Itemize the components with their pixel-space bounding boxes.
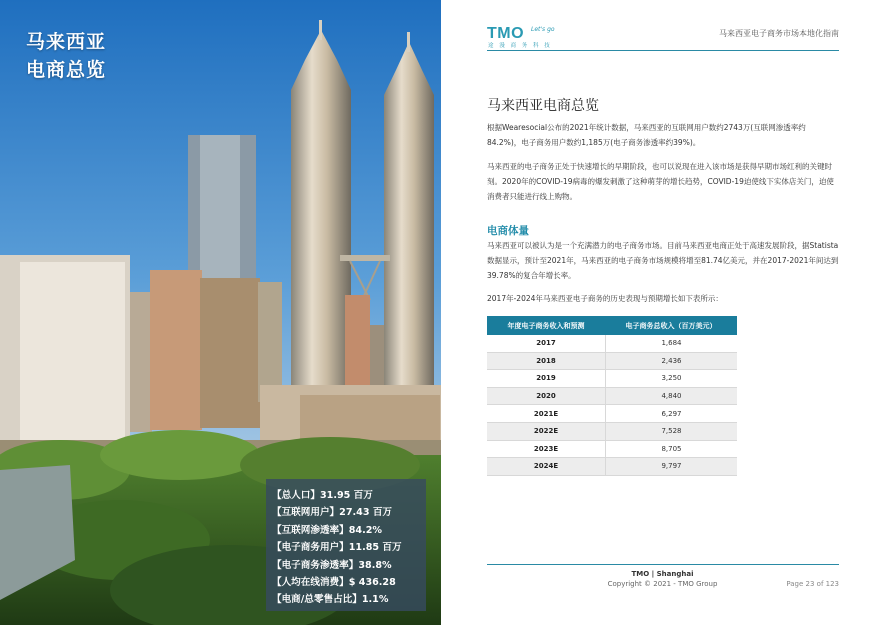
stat-internet-users: 【互联网用户】27.43 百万	[272, 507, 393, 519]
cover-title-line1: 马来西亚	[26, 31, 107, 53]
table-intro: 2017年-2024年马来西亚电子商务的历史表现与预期增长如下表所示：	[487, 294, 723, 303]
table-cell-revenue: 3,250	[605, 370, 737, 387]
logo-wordmark: TMO	[487, 25, 525, 42]
table-cell-year: 2024E	[487, 458, 605, 475]
table-cell-revenue: 9,797	[605, 458, 737, 475]
table-row	[487, 370, 737, 388]
table-row	[487, 405, 737, 423]
footer-copyright: Copyright © 2021 - TMO Group	[607, 580, 718, 588]
table-body	[487, 335, 737, 476]
stat-ecommerce-retail-share: 【电商/总零售占比】1.1%	[272, 594, 389, 606]
table-cell-revenue: 2,436	[605, 353, 737, 370]
table-cell-revenue: 7,528	[605, 423, 737, 440]
footer-divider	[487, 564, 839, 565]
stat-ecommerce-penetration: 【电子商务渗透率】38.8%	[272, 559, 392, 571]
revenue-table	[487, 316, 737, 476]
table-cell-revenue: 1,684	[605, 335, 737, 352]
table-row	[487, 441, 737, 459]
table-cell-revenue: 6,297	[605, 405, 737, 422]
table-cell-year: 2018	[487, 353, 605, 370]
logo-subtitle: 途 漫 商 务 科 技	[488, 43, 552, 49]
header-divider	[487, 50, 839, 51]
table-cell-year: 2019	[536, 374, 556, 383]
table-cell-year: 2020	[487, 388, 605, 405]
table-cell-year: 2023E	[533, 444, 559, 453]
page-number: Page 23 of 123	[786, 580, 839, 588]
tmo-logo	[487, 25, 559, 49]
paragraph-market-size: 马来西亚可以被认为是一个充满潜力的电子商务市场。目前马来西亚电商正处于高速发展阶段，据Statista数据显示，预计至2021年，马来西亚的电子商务市场规模将增至81.74亿美元，并在2017-2021年间达到39.78%的复合年增长率。	[487, 241, 839, 280]
page-heading: 马来西亚电商总览	[487, 98, 599, 114]
stat-internet-penetration: 【互联网渗透率】84.2%	[272, 524, 383, 536]
stat-population: 【总人口】31.95 百万	[272, 490, 373, 501]
footer-brand: TMO | Shanghai	[631, 570, 694, 578]
section-heading-ecommerce-volume: 电商体量	[487, 225, 529, 237]
table-row	[487, 353, 737, 371]
cover-photo-page	[0, 0, 441, 625]
table-row	[487, 335, 737, 353]
table-header-revenue: 电子商务总收入（百万美元）	[625, 321, 717, 330]
table-row	[487, 458, 737, 476]
paragraph-market-stage: 马来西亚的电子商务正处于快速增长的早期阶段，也可以说现在进入该市场是获得早期市场红利的关键时刻。2020年的COVID-19病毒的爆发刺激了这种萌芽的增长趋势，COVID-19迫使线下实体店关门，迫使消费者只能进行线上购物。	[487, 162, 834, 201]
key-stats-box	[266, 479, 426, 611]
table-cell-revenue: 4,840	[605, 388, 737, 405]
table-cell-year: 2017	[536, 339, 556, 348]
table-cell-year: 2021E	[533, 409, 559, 418]
table-cell-year: 2022E	[487, 423, 605, 440]
cover-title	[26, 28, 106, 84]
document-title: 马来西亚电子商务市场本地化指南	[719, 29, 839, 38]
table-row	[487, 388, 737, 406]
table-cell-revenue: 8,705	[605, 441, 737, 458]
table-header	[487, 316, 737, 335]
stat-online-spend-per-capita: 【人均在线消费】$ 436.28	[272, 577, 396, 589]
paragraph-stats: 根据Wearesocial公布的2021年统计数据，马来西亚的互联网用户数约2743万(互联网渗透率约84.2%)，电子商务用户数约1,185万(电子商务渗透率约39%)。	[487, 123, 806, 147]
table-header-year: 年度电子商务收入和预测	[507, 321, 585, 330]
content-page	[441, 0, 884, 625]
logo-tagline: Let's go	[531, 26, 555, 33]
stat-ecommerce-users: 【电子商务用户】11.85 百万	[272, 542, 402, 554]
cover-title-line2: 电商总览	[26, 59, 107, 81]
table-row	[487, 423, 737, 441]
